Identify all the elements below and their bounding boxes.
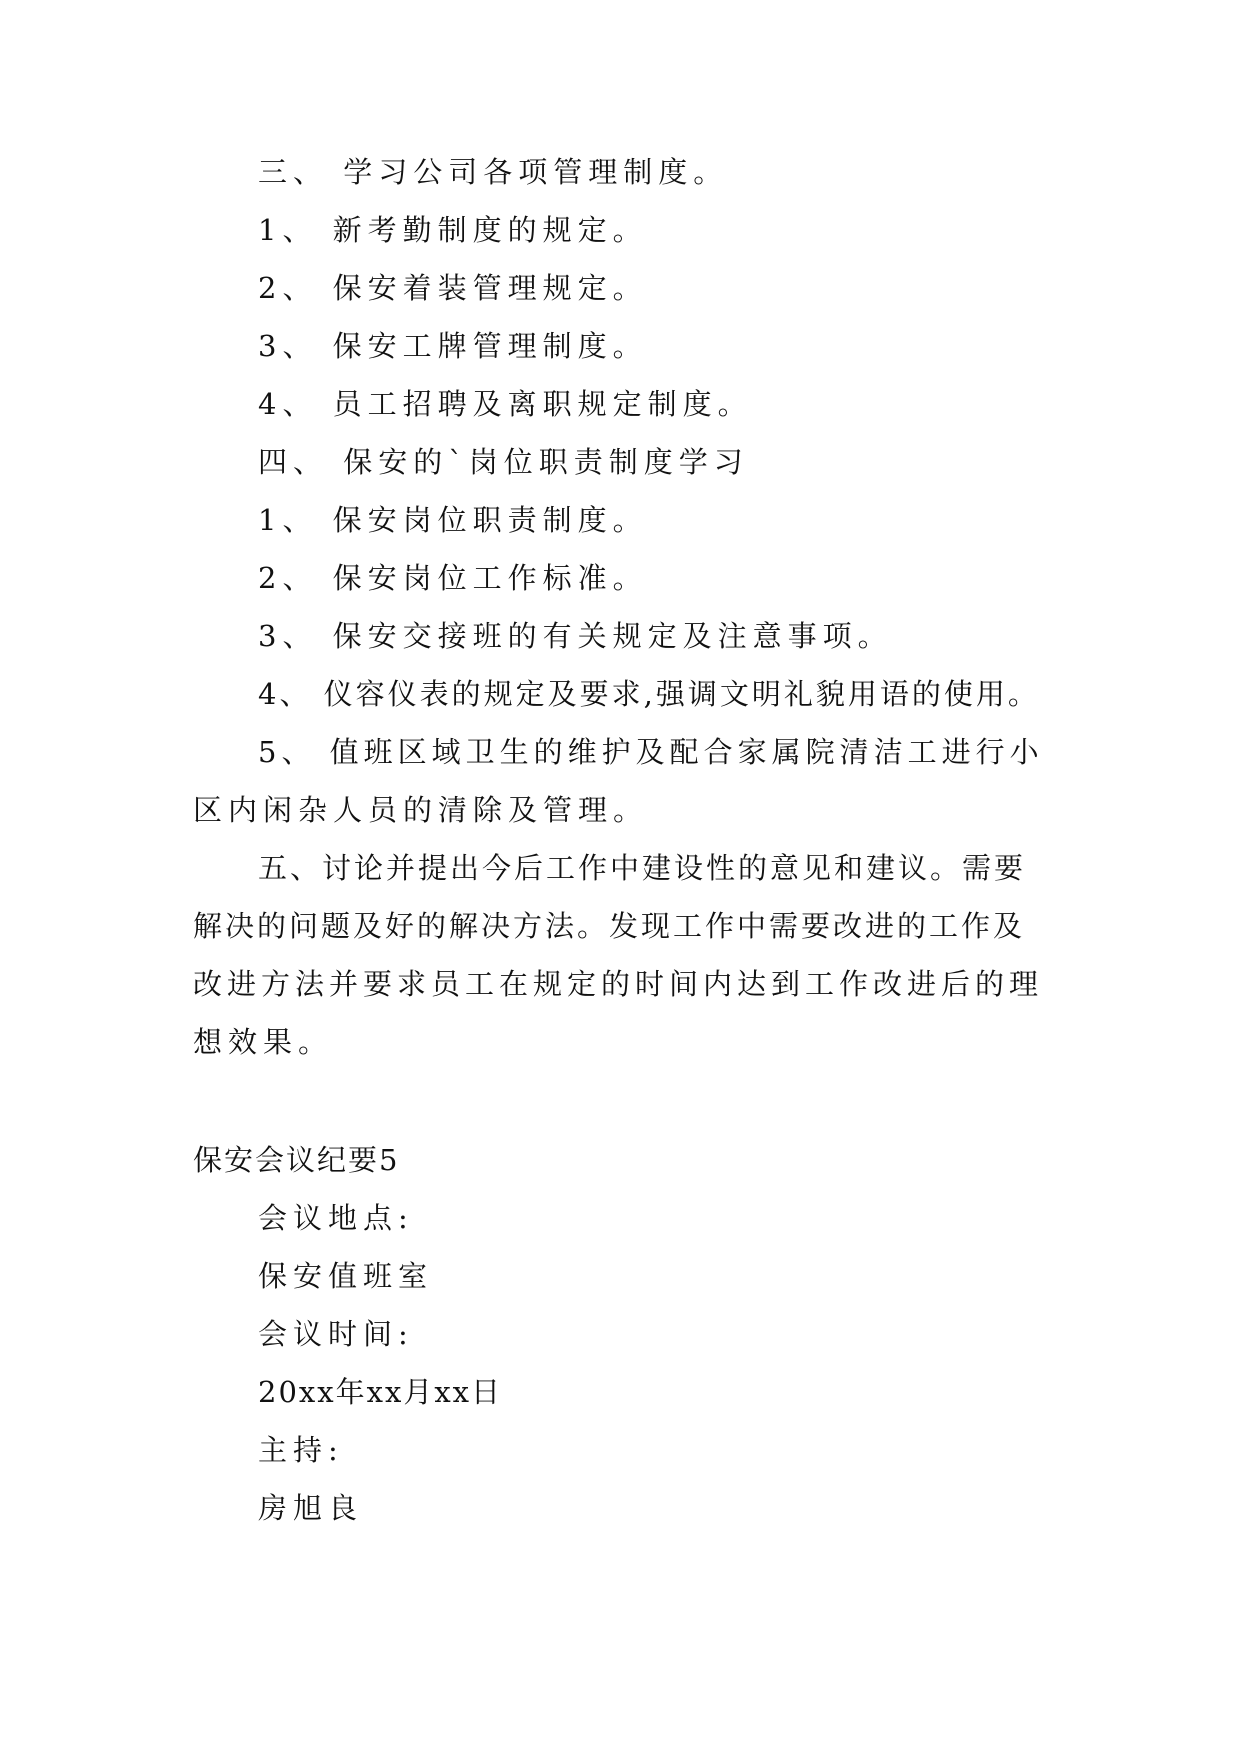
meta-value-time: 20xx年xx月xx日 xyxy=(258,1375,503,1409)
list-item: 5、 值班区域卫生的维护及配合家属院清洁工进行小 xyxy=(258,735,1044,769)
meta-label-location: 会议地点: xyxy=(258,1201,414,1235)
paragraph-line: 想效果。 xyxy=(193,1025,334,1059)
paragraph-line: 解决的问题及好的解决方法。发现工作中需要改进的工作及 xyxy=(193,909,1026,943)
list-item: 1、 保安岗位职责制度。 xyxy=(258,503,648,537)
list-item: 1、 新考勤制度的规定。 xyxy=(258,213,648,247)
paragraph-line: 改进方法并要求员工在规定的时间内达到工作改进后的理 xyxy=(193,967,1044,1001)
list-item: 3、 保安工牌管理制度。 xyxy=(258,329,648,363)
meta-value-location: 保安值班室 xyxy=(258,1259,434,1293)
section-title: 保安会议纪要5 xyxy=(193,1143,400,1177)
heading-5: 五、讨论并提出今后工作中建设性的意见和建议。需要 xyxy=(258,851,1027,885)
meta-value-host: 房旭良 xyxy=(258,1491,364,1525)
heading-4: 四、 保安的`岗位职责制度学习 xyxy=(258,445,749,479)
list-item: 2、 保安着装管理规定。 xyxy=(258,271,648,305)
list-item: 4、 员工招聘及离职规定制度。 xyxy=(258,387,753,421)
meta-label-time: 会议时间: xyxy=(258,1317,414,1351)
paragraph-line: 区内闲杂人员的清除及管理。 xyxy=(193,793,649,827)
list-item: 2、 保安岗位工作标准。 xyxy=(258,561,648,595)
meta-label-host: 主持: xyxy=(258,1433,344,1467)
list-item: 3、 保安交接班的有关规定及注意事项。 xyxy=(258,619,893,653)
list-item: 4、 仪容仪表的规定及要求,强调文明礼貌用语的使用。 xyxy=(258,677,1040,711)
heading-3: 三、 学习公司各项管理制度。 xyxy=(258,155,729,189)
